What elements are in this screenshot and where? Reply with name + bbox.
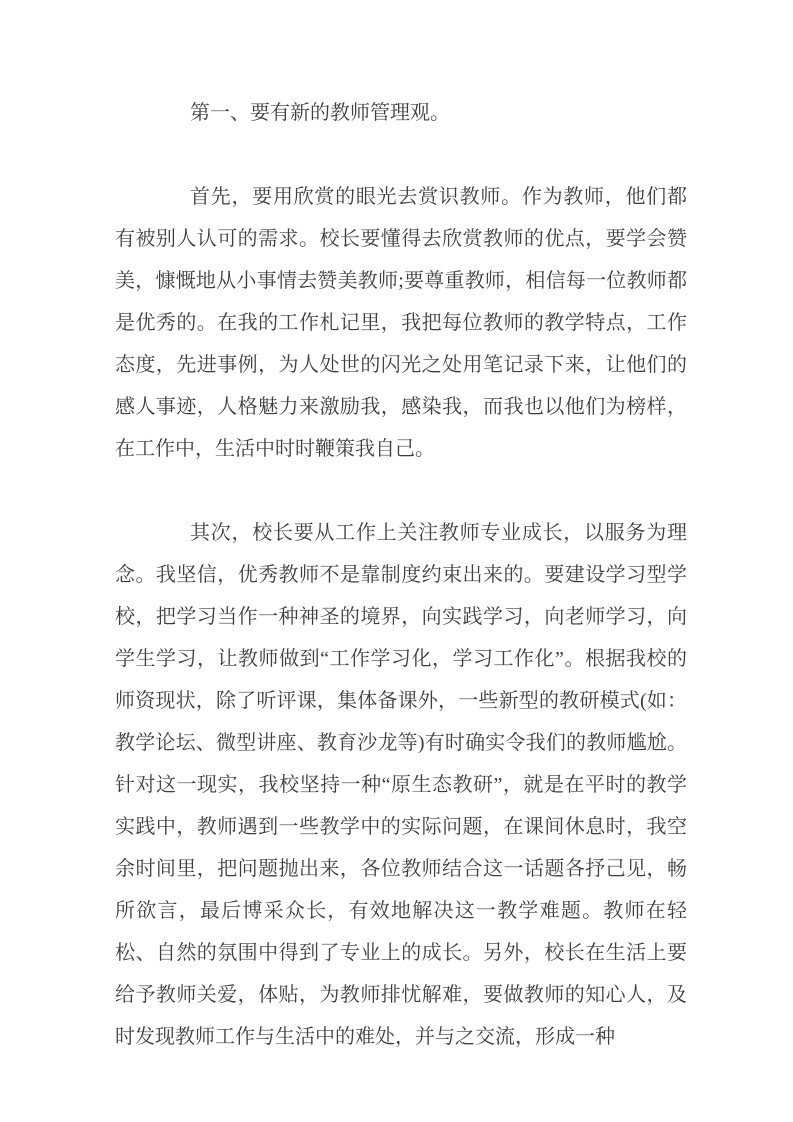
section-heading: 第一、要有新的教师管理观。 [190, 102, 450, 124]
body-paragraph-second: 其次，校长要从工作上关注教师专业成长，以服务为理念。我坚信，优秀教师不是靠制度约束出来的。要建设学习型学校，把学习当作一种神圣的境界，向实践学习，向老师学习，向学生学习，让教师做到“工作学习化，学习工作化”。根据我校的师资现状，除了听评课，集体备课外，一些新型的教研模式(如：教学论坛、微型讲座、教育沙龙等)有时确实令我们的教师尴尬。针对这一现实，我校坚持一种“原生态教研”，就是在平时的教学实践中，教师遇到一些教学中的实际问题，在课间休息时，我空余时间里，把问题抛出来，各位教师结合这一话题各抒己见，畅所欲言，最后博采众长，有效地解决这一教学难题。教师在轻松、自然的氛围中得到了专业上的成长。另外，校长在生活上要给予教师关爱，体贴，为教师排忧解难，要做教师的知心人，及时发现教师工作与生活中的难处，并与之交流，形成一种 [115, 522, 687, 1048]
body-paragraph-first: 首先，要用欣赏的眼光去赏识教师。作为教师，他们都有被别人认可的需求。校长要懂得去欣赏教师的优点，要学会赞美，慷慨地从小事情去赞美教师;要尊重教师，相信每一位教师都是优秀的。在我的工作札记里，我把每位教师的教学特点，工作态度，先进事例，为人处世的闪光之处用笔记录下来，让他们的感人事迹，人格魅力来激励我，感染我，而我也以他们为榜样，在工作中，生活中时时鞭策我自己。 [115, 186, 687, 460]
document-content [115, 92, 687, 1100]
